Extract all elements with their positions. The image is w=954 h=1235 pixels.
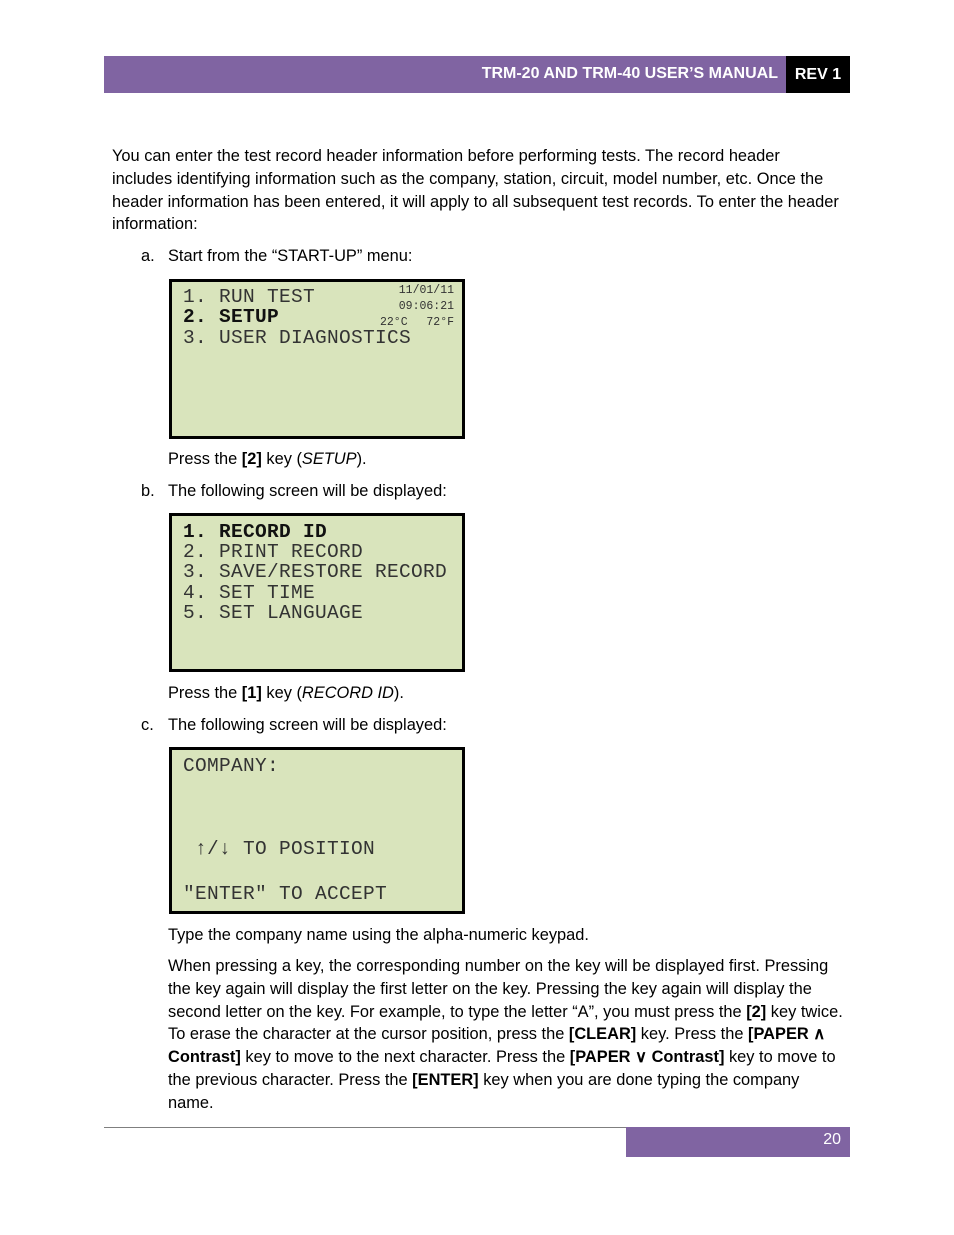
note-text: key ( — [261, 684, 302, 702]
note-b — [168, 682, 404, 704]
lcd-temp-c: 22°C — [380, 316, 408, 329]
header-bar — [104, 56, 850, 93]
lcd-line: 3. USER DIAGNOSTICS — [183, 327, 412, 349]
lcd-line-selected: 1. RECORD ID — [183, 521, 328, 543]
key-label: [2] — [746, 1002, 767, 1021]
step-marker: c. — [141, 716, 154, 734]
lcd-line: 2. PRINT RECORD — [183, 541, 364, 563]
header-title: TRM-20 AND TRM-40 USER’S MANUAL — [481, 65, 778, 82]
note-c: Type the company name using the alpha-numeric keypad. — [168, 926, 589, 944]
body-text: key to move to the previous character. Press the — [168, 1048, 836, 1089]
lcd-setup-menu — [169, 513, 465, 672]
page-number: 20 — [823, 1131, 841, 1148]
note-text: ). — [393, 684, 404, 702]
body-text: key twice. To erase the character at the cursor position, press the — [168, 1002, 843, 1044]
body-text: When pressing a key, the corresponding number on the key will be displayed first. Pressing the key again will display the first letter on the key. Pressing the key again will display the second letter on the key. For example, to type the letter “A”, you must press the — [168, 957, 829, 1021]
note-text: Press the — [168, 450, 242, 468]
menu-name: SETUP — [301, 450, 357, 468]
note-text: Press the — [168, 684, 242, 702]
body-text: key to move to the next character. Press the — [240, 1048, 570, 1067]
step-text: The following screen will be displayed: — [168, 716, 447, 734]
step-c — [141, 714, 447, 736]
lcd-line: 1. RUN TEST — [183, 286, 316, 308]
lcd-company-entry — [169, 747, 465, 914]
step-text: Start from the “START-UP” menu: — [168, 247, 413, 265]
lcd-time: 09:06:21 — [398, 300, 454, 313]
step-text: The following screen will be displayed: — [168, 482, 447, 500]
key-label: [ENTER] — [412, 1070, 479, 1089]
lcd-line: 5. SET LANGUAGE — [183, 602, 364, 624]
step-a — [141, 245, 412, 267]
footer-bar — [626, 1127, 850, 1157]
lcd-line: COMPANY: — [183, 755, 280, 777]
body-text: key when you are done typing the company name. — [168, 1070, 800, 1112]
key-label: [2] — [241, 450, 262, 468]
header-rev-badge: REV 1 — [786, 56, 850, 93]
lcd-line-selected: 2. SETUP — [183, 306, 280, 328]
lcd-line: ↑/↓ TO POSITION — [183, 838, 376, 860]
lcd-line: 3. SAVE/RESTORE RECORD — [183, 561, 448, 583]
body-text: key. Press the — [636, 1025, 748, 1044]
key-label: [PAPER ∧ Contrast] — [168, 1025, 826, 1067]
note-a — [168, 448, 367, 470]
footer-rule — [104, 1127, 627, 1128]
note-text: ). — [356, 450, 367, 468]
final-paragraph — [168, 955, 848, 1115]
lcd-startup-menu — [169, 279, 465, 439]
intro-paragraph: You can enter the test record header information before performing tests. The record header includes identifying information such as the company, station, circuit, model number, etc. Once the header information has been entered, it will apply to all subsequent test records. To enter the header information: — [112, 147, 839, 234]
key-label: [PAPER ∨ Contrast] — [569, 1048, 725, 1067]
key-label: [1] — [241, 684, 262, 702]
key-label: [CLEAR] — [568, 1025, 637, 1044]
note-text: key ( — [261, 450, 302, 468]
lcd-temp-f: 72°F — [426, 316, 454, 329]
menu-name: RECORD ID — [301, 684, 394, 702]
lcd-date: 11/01/11 — [398, 284, 454, 297]
step-marker: a. — [141, 247, 155, 265]
step-marker: b. — [141, 482, 155, 500]
lcd-line: 4. SET TIME — [183, 582, 316, 604]
step-b — [141, 480, 447, 502]
lcd-line: "ENTER" TO ACCEPT — [183, 883, 388, 905]
